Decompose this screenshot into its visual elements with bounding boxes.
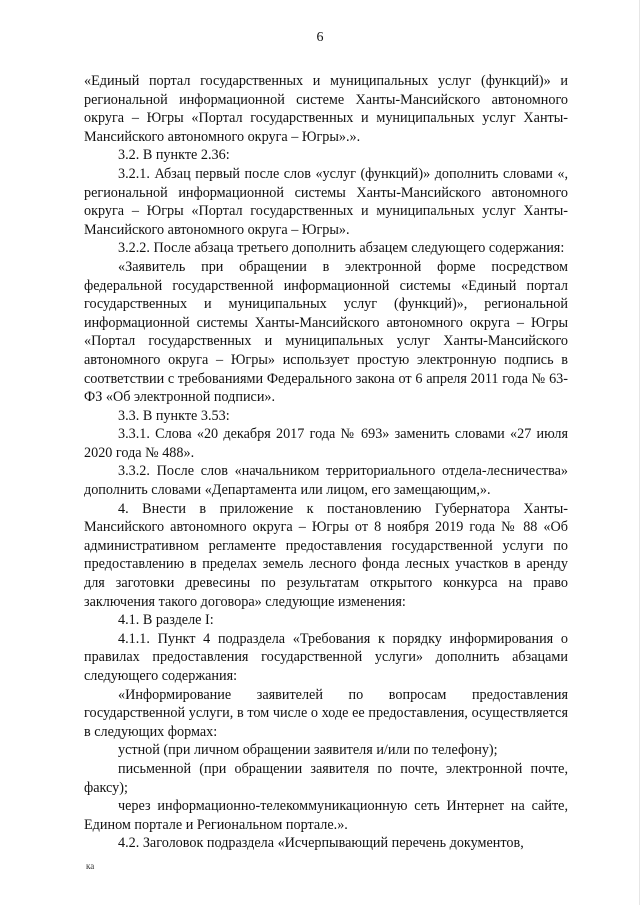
paragraph-6: 3.3. В пункте 3.53: xyxy=(118,407,230,424)
paragraph-1: «Единый портал государственных и муниципальных услуг (функций)» и региональной информационной системе Ханты-Мансийского автономного округа – Югры «Портал государственных и муниципальных услуг Ханты-Мансийского автономного округа – Югры».». xyxy=(84,73,568,145)
paragraph-14: письменной (при обращении заявителя по почте, электронной почте, факсу); xyxy=(84,760,568,796)
paragraph-11: 4.1.1. Пункт 4 подраздела «Требования к порядку информирования о правилах предоставления государственной услуги» дополнить абзацами следующего содержания: xyxy=(84,630,568,684)
document-body xyxy=(84,72,568,853)
paragraph-7: 3.3.1. Слова «20 декабря 2017 года № 693» заменить словами «27 июля 2020 года № 488». xyxy=(84,426,568,461)
paragraph-10: 4.1. В разделе I: xyxy=(118,612,214,629)
paragraph-15: через информационно-телекоммуникационную сеть Интернет на сайте, Едином портале и Региональном портале.». xyxy=(84,798,568,833)
paragraph-9: 4. Внести в приложение к постановлению Губернатора Ханты-Мансийского автономного округа – Югры от 8 ноября 2019 года № 88 «Об административном регламенте предоставления государственной услуги по предоставлению в пределах земель лесного фонда лесных участков в аренду для заготовки древесины по результатам открытого конкурса на право заключения такого договора» следующие изменения: xyxy=(84,500,568,610)
footer-mark: ка xyxy=(86,861,95,871)
paragraph-2: 3.2. В пункте 2.36: xyxy=(118,147,230,164)
paragraph-4: 3.2.2. После абзаца третьего дополнить абзацем следующего содержания: xyxy=(118,240,565,257)
paragraph-13: устной (при личном обращении заявителя и/или по телефону); xyxy=(118,742,498,759)
page-number: 6 xyxy=(316,30,324,45)
paragraph-16: 4.2. Заголовок подраздела «Исчерпывающий перечень документов, xyxy=(118,835,524,852)
paragraph-3: 3.2.1. Абзац первый после слов «услуг (функций)» дополнить словами «, региональной информационной системы Ханты-Мансийского автономного округа – Югры «Портал государственных и муниципальных услуг Ханты-Мансийского автономного округа – Югры». xyxy=(84,165,568,238)
paragraph-8: 3.3.2. После слов «начальником территориального отдела-лесничества» дополнить словами «Департамента или лицом, его замещающим,». xyxy=(84,463,568,499)
paragraph-12: «Информирование заявителей по вопросам предоставления государственной услуги, в том числе о ходе ее предоставления, осуществляется в следующих формах: xyxy=(84,686,568,740)
paragraph-5: «Заявитель при обращении в электронной форме посредством федеральной государственной информационной системы «Единый портал государственных и муниципальных услуг (функций)», региональной информационной системы Ханты-Мансийского автономного округа – Югры «Портал государственных и муниципальных услуг Ханты-Мансийского автономного округа – Югры» использует простую электронную подпись в соответствии с требованиями Федерального закона от 6 апреля 2011 года № 63-ФЗ «Об электронной подписи». xyxy=(84,258,568,406)
